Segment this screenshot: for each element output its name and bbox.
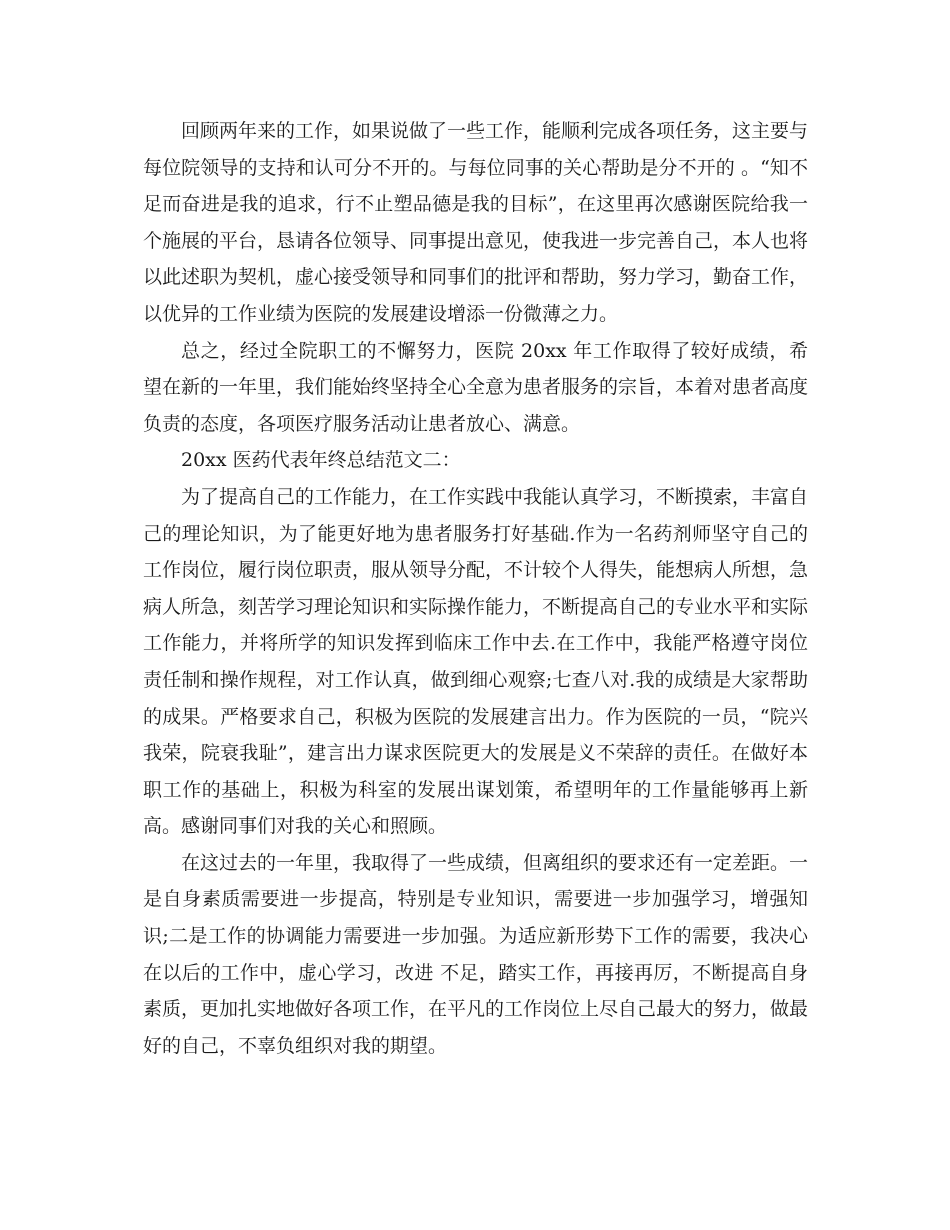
paragraph-review: 回顾两年来的工作，如果说做了一些工作，能顺利完成各项任务，这主要与每位院领导的支持和认可分不开的。与每位同事的关心帮助是分不开的 。“知不足而奋进是我的追求，行不止塑品德是我的目标”，在这里再次感谢医院给我一个施展的平台，恳请各位领导、同事提出意见，使我进一步完善自己，本人也将以此述职为契机，虚心接受领导和同事们的批评和帮助，努力学习，勤奋工作，以优异的工作业绩为医院的发展建设增添一份微薄之力。 [143, 120, 809, 325]
paragraph-summary: 总之，经过全院职工的不懈努力，医院 20xx 年工作取得了较好成绩，希望在新的一年里，我们能始终坚持全心全意为患者服务的宗旨，本着对患者高度负责的态度，各项医疗服务活动让患者放心、满意。 [143, 339, 809, 435]
document-page [143, 113, 808, 1064]
paragraph-improvement: 为了提高自己的工作能力，在工作实践中我能认真学习，不断摸索，丰富自己的理论知识，为了能更好地为患者服务打好基础.作为一名药剂师坚守自己的工作岗位，履行岗位职责，服从领导分配，不计较个人得失，能想病人所想，急病人所急，刻苦学习理论知识和实际操作能力，不断提高自己的专业水平和实际工作能力，并将所学的知识发挥到临床工作中去.在工作中，我能严格遵守岗位责任制和操作规程，对工作认真，做到细心观察;七查八对.我的成绩是大家帮助的成果。严格要求自己，积极为医院的发展建言出力。作为医院的一员，“院兴我荣，院衰我耻”，建言出力谋求医院更大的发展是义不荣辞的责任。在做好本职工作的基础上，积极为科室的发展出谋划策，希望明年的工作量能够再上新高。感谢同事们对我的关心和照顾。 [143, 485, 809, 838]
paragraph-reflection: 在这过去的一年里，我取得了一些成绩，但离组织的要求还有一定差距。一是自身素质需要进一步提高，特别是专业知识，需要进一步加强学习，增强知识;二是工作的协调能力需要进一步加强。为适应新形势下工作的需要，我决心在以后的工作中，虚心学习，改进 不足，踏实工作，再接再厉，不断提高自身素质，更加扎实地做好各项工作，在平凡的工作岗位上尽自己最大的努力，做最好的自己，不辜负组织对我的期望。 [143, 851, 809, 1057]
section-heading: 20xx 医药代表年终总结范文二： [181, 449, 461, 472]
